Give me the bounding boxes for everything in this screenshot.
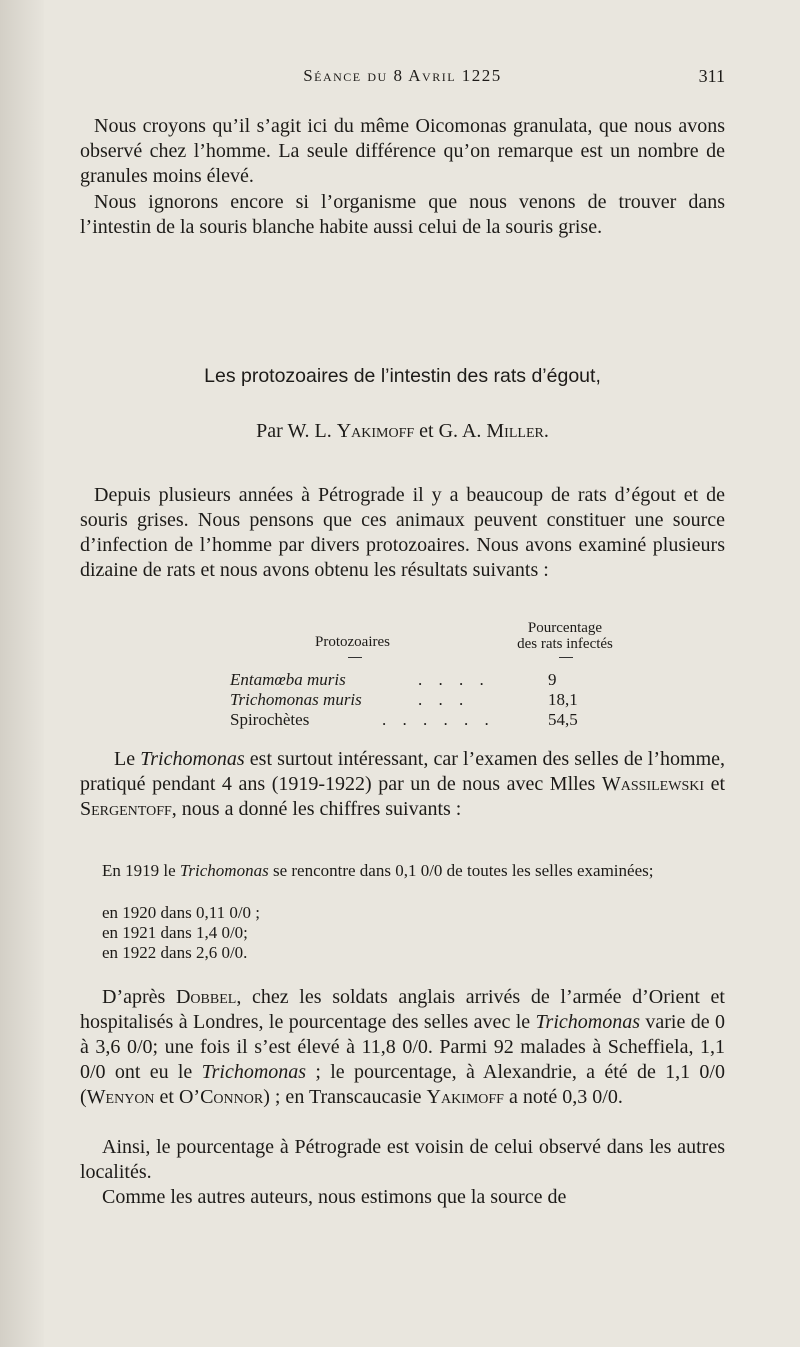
paragraph-souris <box>80 190 725 240</box>
author-name: Wenyon <box>86 1086 155 1108</box>
protozoan-name: Entamœba muris <box>230 670 346 689</box>
article-byline <box>80 420 725 443</box>
text-run: a noté 0,3 0/0. <box>503 1086 623 1108</box>
paragraph-text: Nous ignorons encore si l’organisme que nous venons de trouver dans l’intestin de la souris blanche habite aussi celui de la souris grise. <box>80 191 725 238</box>
text-run: D’après <box>102 986 176 1008</box>
protozoan-name: Spirochètes <box>230 710 310 729</box>
paragraph-text: Ainsi, le pourcentage à Pétrograde est voisin de celui observé dans les autres localités. <box>80 1136 725 1183</box>
genus-name: Trichomonas <box>535 1011 640 1033</box>
paragraph-trichomonas <box>80 747 725 822</box>
text-run: et <box>704 773 725 795</box>
author-name: Sergentoff <box>80 798 172 820</box>
page-header <box>80 66 725 96</box>
header-rule <box>348 657 362 658</box>
paragraph-text: Depuis plusieurs années à Pétrograde il y a beaucoup de rats d’égout et de souris grises. Nous pensons que ces animaux peuvent constituer une source d’infection de l’homme par divers protozoaires. Nous avons examiné plusieurs dizaine de rats et nous avons obtenu les résultats suivants : <box>80 484 725 581</box>
author-miller: Miller <box>486 420 544 442</box>
text-run: , nous a donné les chiffres suivants : <box>171 798 462 820</box>
paragraph-text: Nous croyons qu’il s’agit ici du même Oicomonas granulata, que nous avons observé chez l’homme. La seule différence qu’on remarque est un nombre de granules moins élevé. <box>80 115 725 187</box>
paragraph-oicomonas <box>80 114 725 189</box>
genus-name: Trichomonas <box>140 748 245 770</box>
text-run: se rencontre dans 0,1 0/0 de toutes les selles examinées; <box>268 861 654 880</box>
text-run: Le <box>114 748 141 770</box>
figures-line-1919 <box>80 860 725 881</box>
text-run: , chez les soldats anglais arrivés de l’armée d’Orient et hospitalisés à Londres, le pourcentage des selles avec le <box>80 986 725 1033</box>
column-header-pourcentage <box>490 620 640 652</box>
text-run: varie de 0 à 3,6 0/0; une fois il s’est élevé à 11,8 0/0. Parmi 92 malades à Scheffiela, 1,1 0/0 ont eu le <box>80 1011 726 1083</box>
column-header-protozoaires: Protozoaires <box>315 634 390 650</box>
author-name: Wassilewski <box>601 773 705 795</box>
figures-line-1920: en 1920 dans 0,11 0/0 ; <box>102 903 261 922</box>
protozoan-name: Trichomonas muris <box>230 690 362 709</box>
figures-line-1921: en 1921 dans 1,4 0/0; <box>102 923 248 942</box>
leader-dots: . . . <box>418 690 470 709</box>
percentage-value: 54,5 <box>548 710 578 729</box>
leader-dots: . . . . <box>418 670 490 689</box>
byline-prefix: Par W. L. <box>256 420 337 442</box>
figures-line-1922: en 1922 dans 2,6 0/0. <box>102 943 248 962</box>
text-run: En 1919 le <box>102 861 180 880</box>
running-head: Séance du 8 Avril 1225 <box>303 66 502 85</box>
text-run: et <box>154 1086 179 1108</box>
text-run: est surtout intéressant, car l’examen des selles de l’homme, pratiqué pendant 4 ans (1919-1922) par un de nous avec Mlles <box>80 748 726 795</box>
genus-name: Trichomonas <box>201 1061 307 1083</box>
genus-name: Trichomonas <box>179 861 269 880</box>
byline-suffix: . <box>543 420 549 442</box>
byline-mid: et G. A. <box>414 420 487 442</box>
page-number: 311 <box>698 66 725 86</box>
leader-dots: . . . . . . <box>382 710 495 729</box>
paragraph-dobbel <box>80 985 725 1110</box>
paragraph-comme <box>80 1185 725 1210</box>
header-rule <box>559 657 573 658</box>
percentage-value: 9 <box>548 670 557 689</box>
text-run: ) ; en Transcaucasie <box>263 1086 427 1108</box>
paragraph-intro <box>80 483 725 583</box>
author-name: O’Connor <box>178 1086 264 1108</box>
article-title: Les protozoaires de l’intestin des rats d’égout, <box>204 365 601 387</box>
paragraph-text: Comme les autres auteurs, nous estimons que la source de <box>102 1186 567 1208</box>
paragraph-ainsi <box>80 1135 725 1185</box>
column-header-line: des rats infectés <box>517 636 613 652</box>
author-name: Dobbel <box>175 986 237 1008</box>
percentage-value: 18,1 <box>548 690 578 709</box>
author-yakimoff: Yakimoff <box>336 420 415 442</box>
column-header-line: Pourcentage <box>527 620 603 636</box>
text-run: ; le pourcentage, à Alexandrie, a été de 1,1 0/0 ( <box>80 1061 725 1108</box>
author-name: Yakimoff <box>426 1086 504 1108</box>
